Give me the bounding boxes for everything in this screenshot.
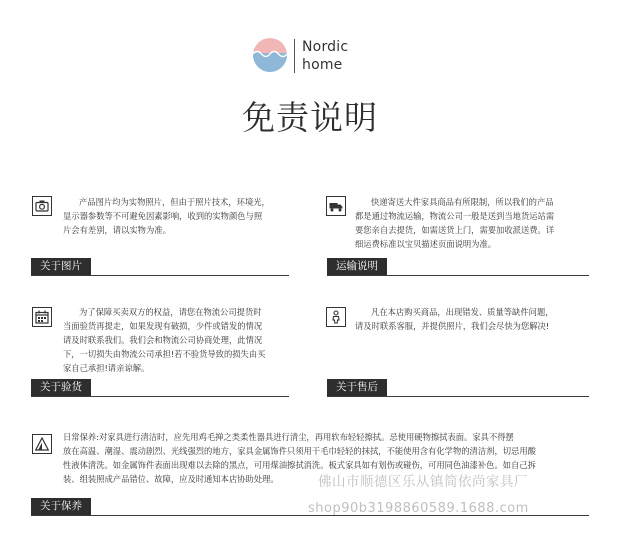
section-label-maintenance: 关于保养: [31, 498, 91, 515]
brand-logo-mark: [253, 38, 287, 72]
warning-icon: [32, 434, 52, 454]
section-rule: [327, 396, 589, 397]
truck-icon: [326, 196, 346, 216]
section-label-pictures: 关于图片: [31, 258, 91, 275]
logo-divider: [294, 39, 295, 73]
brand-subname: home: [302, 57, 343, 73]
wave-icon: [253, 48, 287, 60]
section-rule: [327, 275, 589, 276]
section-rule: [31, 275, 289, 276]
camera-icon: [32, 196, 52, 216]
watermark-company: 佛山市顺德区乐从镇简依尚家具厂: [318, 474, 528, 490]
pictures-text: 产品图片均为实物照片，但由于照片技术，环境光， 显示器参数等不可避免因素影响，收到的实物颜色与照 片会有差别，请以实物为准。: [63, 197, 270, 235]
person-icon: [326, 307, 346, 327]
shipping-text: 快递寄送大件家具商品有所限制，所以我们的产品 都是通过物流运输，物流公司一般是送到当地货运站需 要您亲自去提货，如需送货上门，需要加收派送费。详 细运费标准以宝贝描述页面说明为准。: [355, 197, 555, 249]
section-label-inspection: 关于验货: [31, 379, 91, 396]
brand-name: Nordic: [302, 39, 349, 55]
calendar-icon: [32, 307, 52, 327]
section-rule: [31, 396, 289, 397]
inspection-text: 为了保障买卖双方的权益，请您在物流公司提货时 当面验货再提走，如果发现有破损，少件或错发的情况 请及时联系我们。我们会和物流公司协商处理，此情况 下，一切损失由物流公司承担!若不验货导致的损失由买 家自己承担!请亲谅解。: [63, 307, 266, 373]
section-label-shipping: 运输说明: [327, 258, 387, 275]
page-title: 免责说明: [242, 98, 378, 137]
after-sales-text: 凡在本店购买商品，出现错发、质量等缺件问题， 请及时联系客服，并提供照片，我们会尽快为您解决!: [355, 307, 554, 331]
brand-logo: [253, 38, 373, 78]
watermark-url: shop90b3198860589.1688.com: [308, 501, 529, 516]
section-label-after-sales: 关于售后: [327, 379, 387, 396]
maintenance-text: 日常保养:对家具进行清洁时，应先用鸡毛掸之类柔性器具进行清尘，再用软布轻轻擦拭。忌使用硬物擦拭表面。家具不得摆 放在高温、潮湿、震动剧烈、光线强烈的地方，家具金属饰件只须用干毛巾轻轻的抹拭，不能使用含有化学物的清洁剂，切忌用酸 性液体清洗。如金属饰件表面出现难以去除的黑点，可用煤油擦拭消洗。板式家具如有划伤或碰伤，可用同色油漆补色。如自己拆 装、组装照成产品错位、故障，应及时通知本店协助处理。: [63, 432, 536, 484]
